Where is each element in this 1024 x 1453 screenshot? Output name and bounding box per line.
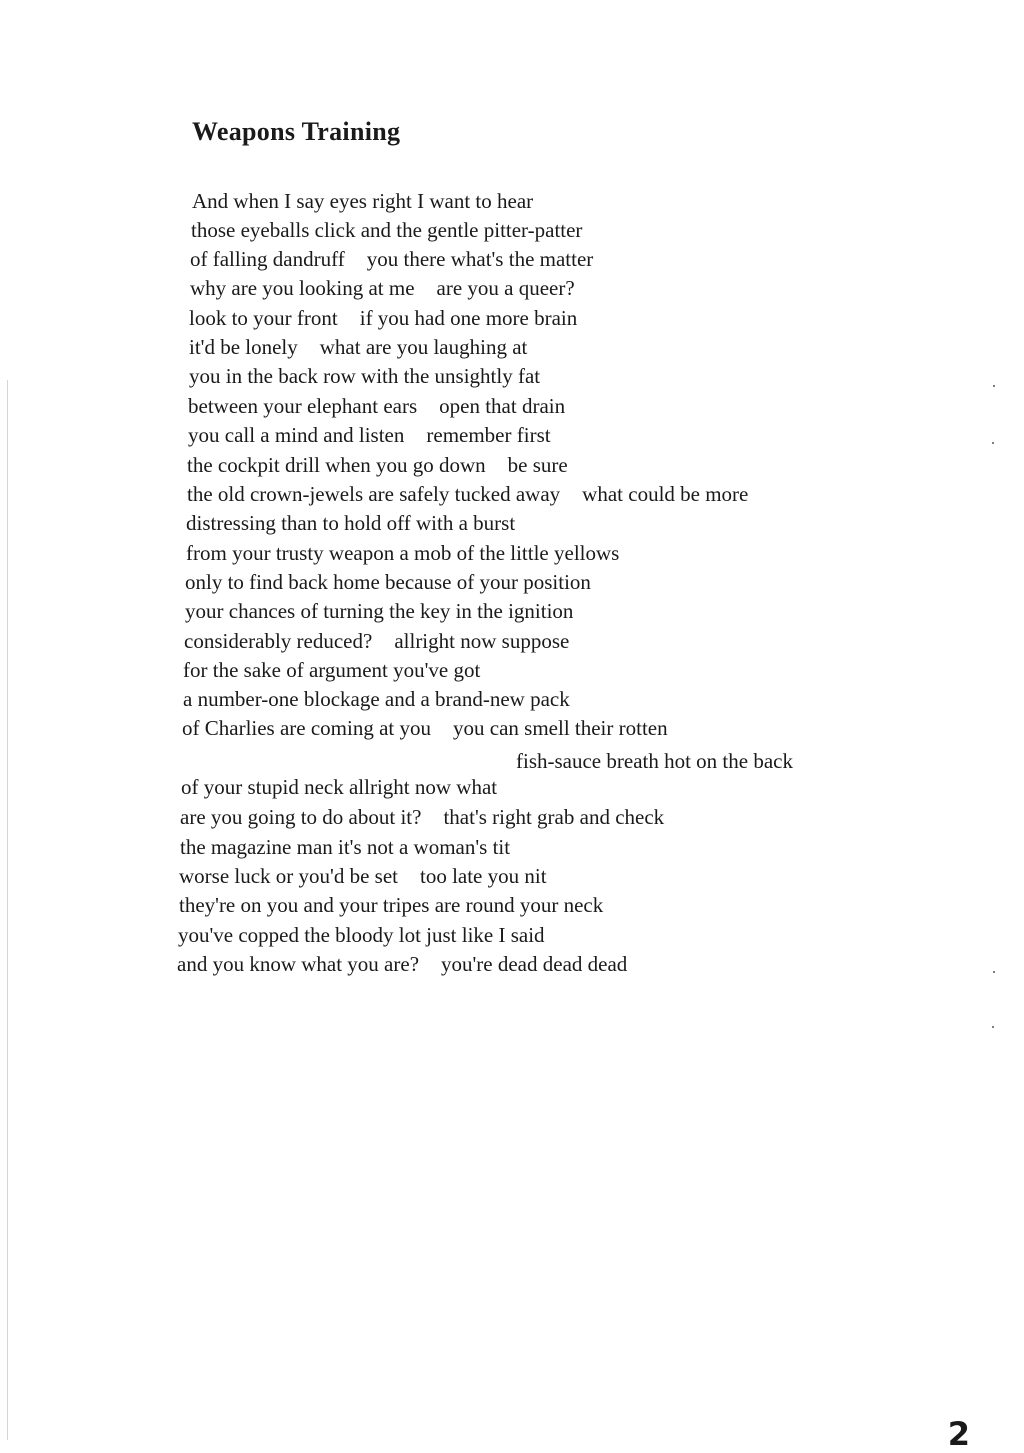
poem-line [192,188,533,214]
scan-speck [992,442,994,444]
line-text: what are you laughing at [319,335,528,359]
poem-line [177,951,627,977]
poem-line [186,540,619,566]
line-text: why are you looking at me [190,276,415,300]
poem-line [185,569,591,595]
poem-line [182,715,668,741]
line-text: the cockpit drill when you go down [187,453,486,477]
poem-line [189,334,527,360]
line-text: only to find back home because of your position [185,570,591,594]
poem-line [188,422,551,448]
page-number: 2 [947,1415,970,1453]
poem-line [179,863,547,889]
line-text: those eyeballs click and the gentle pitter-patter [191,218,583,242]
poem-line [188,393,565,419]
line-text: fish-sauce breath hot on the back [516,749,793,773]
poem-line [190,275,575,301]
line-text: And when I say eyes right I want to hear [192,189,534,213]
line-text: considerably reduced? [184,629,373,653]
poem-line [189,305,577,331]
poem-line [179,892,603,918]
line-text: they're on you and your tripes are round your neck [179,893,604,917]
line-text: and you know what you are? [177,952,420,976]
poem-line [191,217,582,243]
poem-line [180,804,664,830]
line-text: remember first [426,423,551,447]
line-text: what could be more [582,482,749,506]
poem-line [180,834,510,860]
line-text: of falling dandruff [190,247,345,271]
line-text: the magazine man it's not a woman's tit [180,835,511,859]
line-text: you've copped the bloody lot just like I said [178,923,545,947]
line-text: if you had one more brain [359,306,578,330]
line-text: a number-one blockage and a brand-new pack [183,687,570,711]
line-text: look to your front [189,306,338,330]
line-text: open that drain [439,394,566,418]
line-text: too late you nit [419,864,547,888]
poem-line [184,628,569,654]
poem-line [183,657,480,683]
poem-line [187,452,568,478]
line-text: allright now suppose [394,629,570,653]
line-text: the old crown-jewels are safely tucked away [187,482,561,506]
line-text: your chances of turning the key in the ignition [185,599,574,623]
line-text: from your trusty weapon a mob of the little yellows [186,541,620,565]
line-text: that's right grab and check [443,805,665,829]
poem-line [516,748,793,774]
poem-line [178,922,545,948]
scan-speck [993,385,995,387]
poem-line [181,774,497,800]
line-text: you there what's the matter [366,247,594,271]
poem-title: Weapons Training [192,117,401,146]
scan-speck [993,971,995,973]
line-text: be sure [507,453,568,477]
line-text: are you going to do about it? [180,805,422,829]
line-text: worse luck or you'd be set [179,864,398,888]
line-text: of your stupid neck allright now what [181,775,498,799]
line-text: it'd be lonely [189,335,298,359]
poem-line [189,363,540,389]
scan-speck [992,1026,994,1028]
poem-line [187,481,748,507]
line-text: distressing than to hold off with a burst [186,511,516,535]
line-text: are you a queer? [436,276,575,300]
line-text: you can smell their rotten [453,716,668,740]
line-text: you in the back row with the unsightly fat [189,364,541,388]
line-text: for the sake of argument you've got [183,658,481,682]
poem-line [183,686,570,712]
line-text: you're dead dead dead [441,952,628,976]
line-text: between your elephant ears [188,394,418,418]
line-text: of Charlies are coming at you [182,716,432,740]
poem-line [186,510,515,536]
poem-line [185,598,573,624]
line-text: you call a mind and listen [188,423,405,447]
poem-line [190,246,593,272]
